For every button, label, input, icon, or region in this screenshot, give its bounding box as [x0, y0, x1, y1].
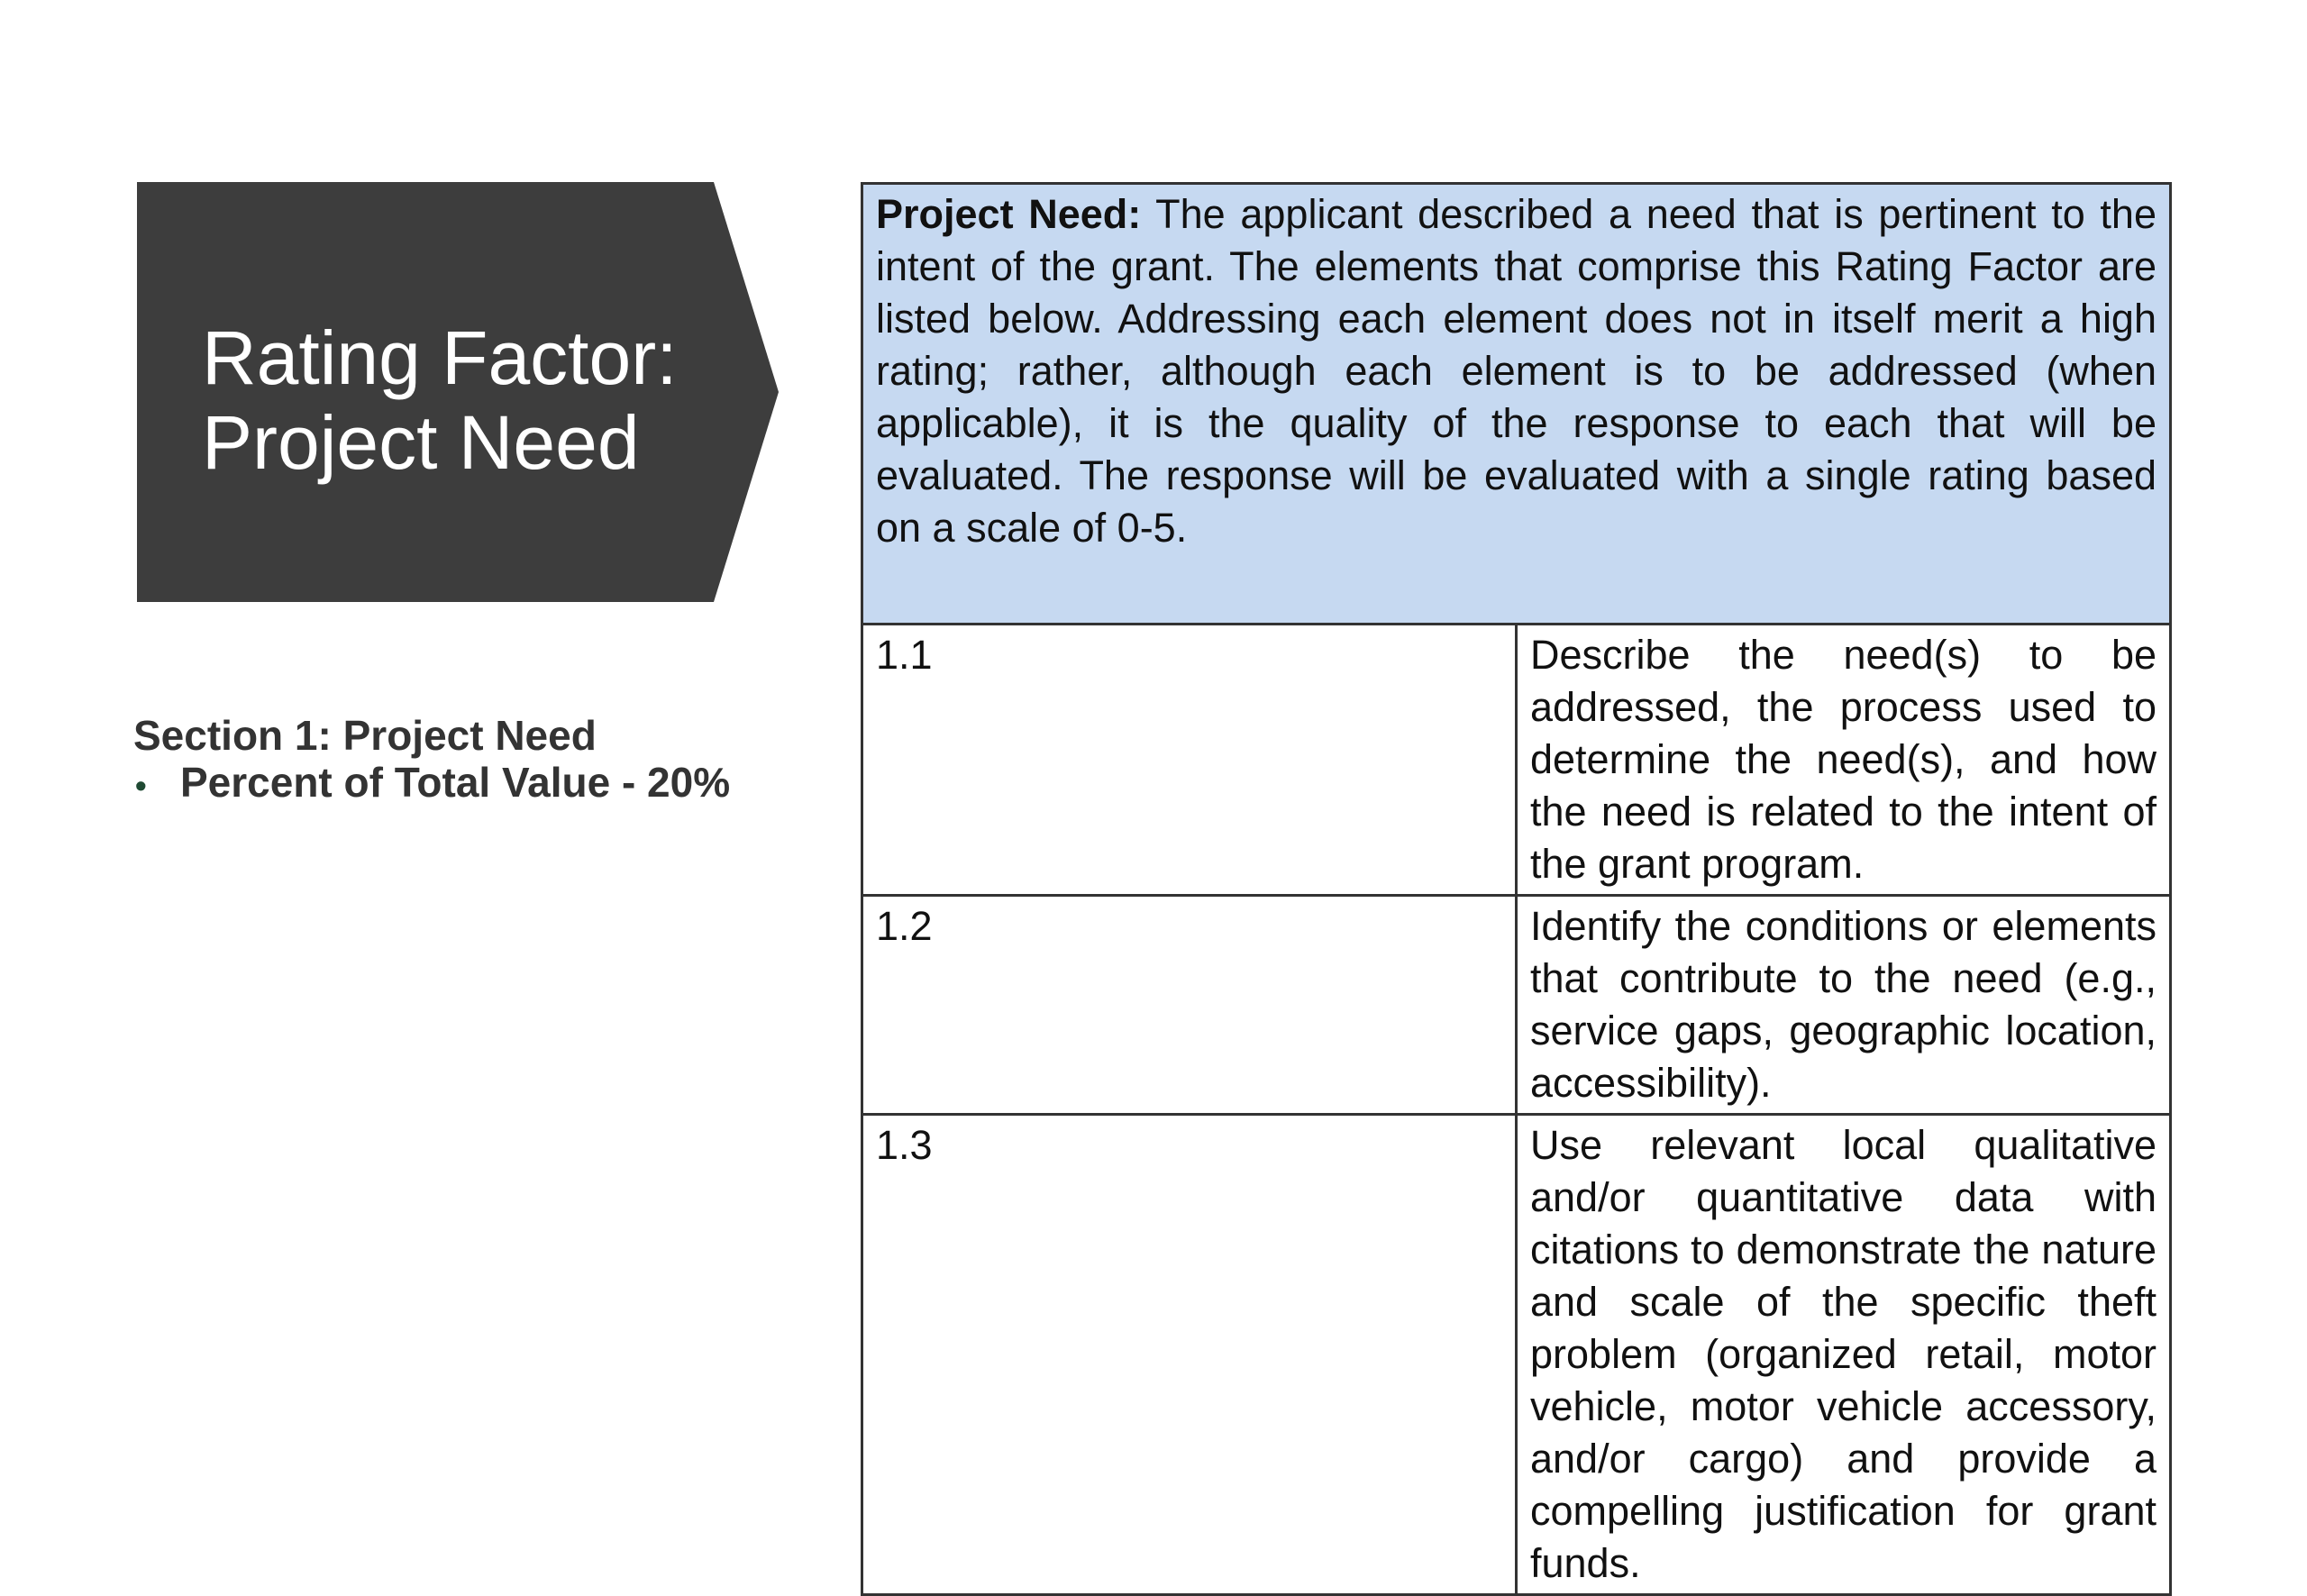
slide-title — [202, 315, 743, 485]
row-number: 1.2 — [862, 896, 1517, 1115]
row-text: Use relevant local qualitative and/or quantitative data with citations to demonstrate the nature and scale of the specific theft problem (organized retail, motor vehicle, motor vehicle accessory, and/or cargo) and provide a compelling justification for grant funds. — [1517, 1115, 2171, 1595]
header-label: Project Need: — [876, 191, 1142, 237]
header-text: The applicant described a need that is pertinent to the intent of the grant. The elements that comprise this Rating Factor are listed below. Addressing each element does not in itself merit a high rating; rather, although each element is to be addressed (when applicable), it is the quality of the response to each that will be evaluated. The response will be evaluated with a single rating based on a scale of 0-5. — [876, 191, 2157, 551]
slide-title-line1: Rating Factor: — [202, 315, 678, 400]
row-number: 1.1 — [862, 625, 1517, 896]
title-chevron — [137, 182, 779, 602]
table-header-cell — [862, 184, 2171, 625]
row-text: Describe the need(s) to be addressed, the process used to determine the need(s), and how the need is related to the intent of the grant program. — [1517, 625, 2171, 896]
row-text: Identify the conditions or elements that contribute to the need (e.g., service gaps, geographic location, accessibility). — [1517, 896, 2171, 1115]
rating-table — [861, 182, 2172, 1596]
table-header-row — [862, 184, 2171, 625]
table-row — [862, 896, 2171, 1115]
section-bullet-text: Percent of Total Value - 20% — [180, 759, 731, 806]
bullet-icon: • — [135, 767, 147, 804]
section-info — [133, 712, 800, 809]
table-row — [862, 625, 2171, 896]
section-bullet-row — [133, 759, 800, 809]
slide-title-line2: Project Need — [202, 400, 640, 485]
section-heading: Section 1: Project Need — [133, 712, 597, 759]
row-number: 1.3 — [862, 1115, 1517, 1595]
table-row — [862, 1115, 2171, 1595]
